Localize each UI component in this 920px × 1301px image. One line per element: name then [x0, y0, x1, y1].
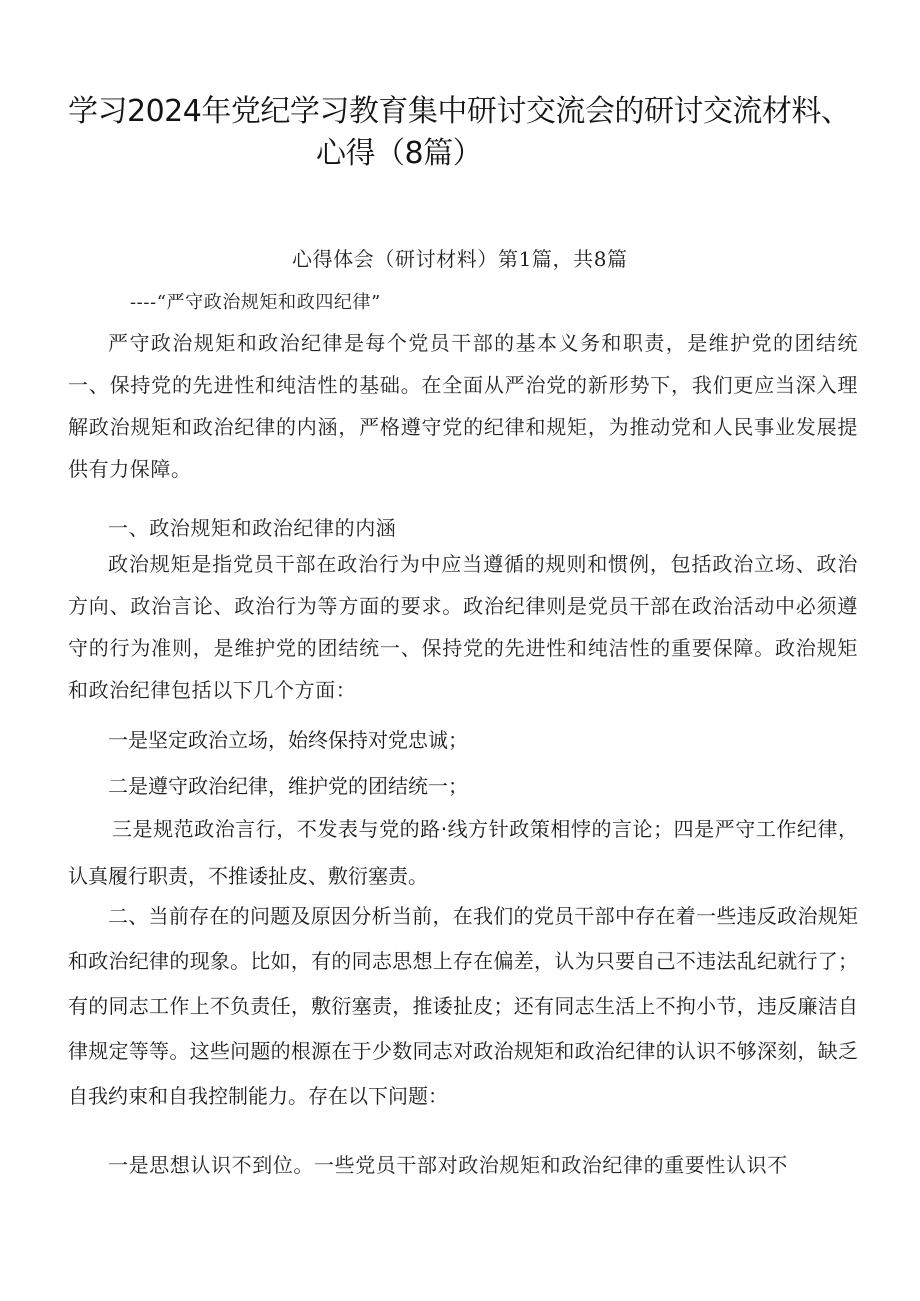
- point-two: 二是遵守政治纪律，维护党的团结统一；: [108, 774, 468, 798]
- theme-line: ----“严守政治规矩和政四纪律”: [130, 292, 381, 313]
- point-one: 一是坚定政治立场，始终保持对党忠诚；: [108, 728, 468, 752]
- section-heading-two: 二、当前存在的问题及原因分析当前，在我们的党员干部中存在着一些违反政治规矩和政治纪律的现象。比如，有的同志思想上存在偏差，认为只要自己不违法乱纪就行了；有的同志工作上不负责任，敷衍塞责，推诿扯皮；还有同志生活上不拘小节，违反廉洁自律规定等等。这些问题的根源在于少数同志对政治规矩和政治纪律的认识不够深刻，缺乏自我约束和自我控制能力。存在以下问题：: [68, 904, 858, 1108]
- intro-paragraph: 严守政治规矩和政治纪律是每个党员干部的基本义务和职责，是维护党的团结统一、保持党的先进性和纯洁性的基础。在全面从严治党的新形势下，我们更应当深入理解政治规矩和政治纪律的内涵，严格遵守党的纪律和规矩，为推动党和人民事业发展提供有力保障。: [68, 331, 858, 481]
- document-subtitle: 心得体会（研讨材料）第1篇，共8篇: [292, 247, 628, 271]
- problem-one-paragraph: 一是思想认识不到位。一些党员干部对政治规矩和政治纪律的重要性认识不: [108, 1153, 788, 1177]
- definition-paragraph: 政治规矩是指党员干部在政治行为中应当遵循的规则和惯例，包括政治立场、政治方向、政治言论、政治行为等方面的要求。政治纪律则是党员干部在政治活动中必须遵守的行为准则，是维护党的团结统一、保持党的先进性和纯洁性的重要保障。政治规矩和政治纪律包括以下几个方面：: [68, 552, 858, 702]
- section-heading-one: 一、政治规矩和政治纪律的内涵: [108, 516, 397, 540]
- document-title-line-1: 学习2024年党纪学习教育集中研讨交流会的研讨交流材料、: [68, 94, 851, 129]
- document-title-line-2: 心得（8篇）: [316, 136, 483, 171]
- point-three: 三是规范政治言行，不发表与党的路·线方针政策相悖的言论；四是严守工作纪律，认真履行职责，不推诿扯皮、敷衍塞责。: [68, 817, 858, 888]
